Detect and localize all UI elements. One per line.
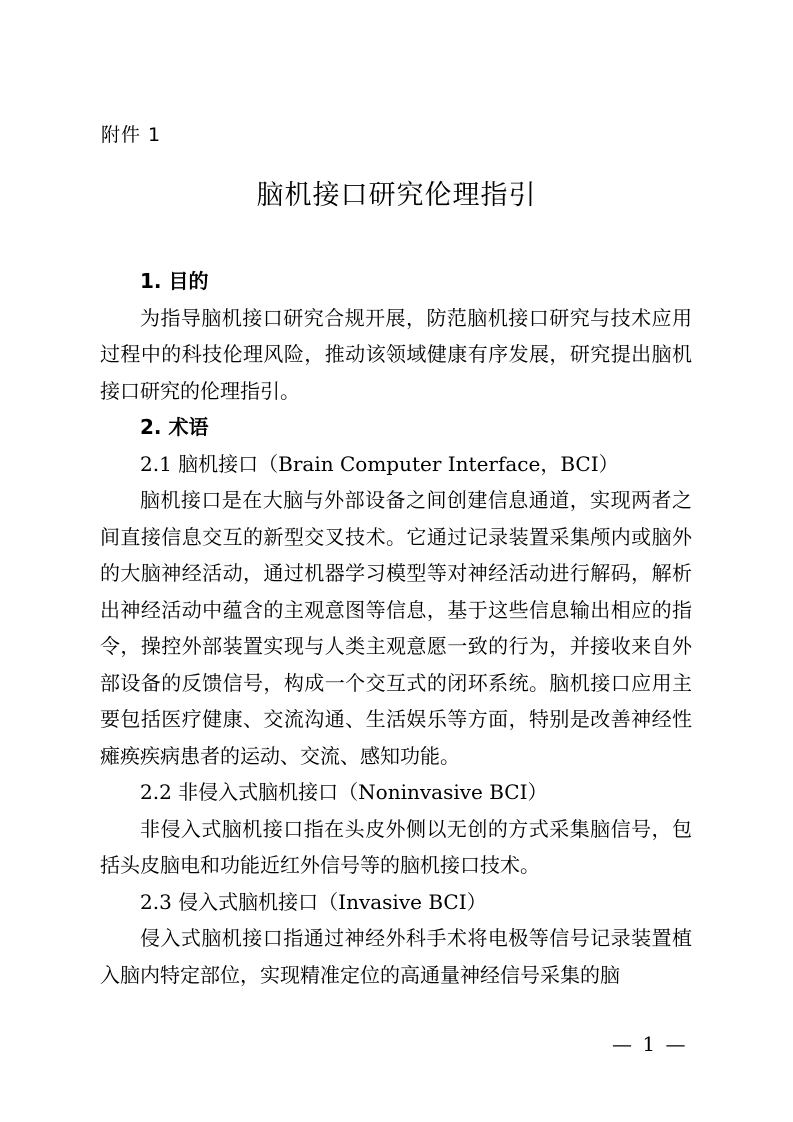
- paragraph-purpose: 为指导脑机接口研究合规开展，防范脑机接口研究与技术应用过程中的科技伦理风险，推动该领域健康有序发展，研究提出脑机接口研究的伦理指引。: [100, 305, 692, 403]
- paragraph-noninvasive-bci-definition: 非侵入式脑机接口指在头皮外侧以无创的方式采集脑信号，包括头皮脑电和功能近红外信号等的脑机接口技术。: [100, 816, 692, 877]
- paragraph-bci-definition: 脑机接口是在大脑与外部设备之间创建信息通道，实现两者之间直接信息交互的新型交叉技术。它通过记录装置采集颅内或脑外的大脑神经活动，通过机器学习模型等对神经活动进行解码，解析出神经活动中蕴含的主观意图等信息，基于这些信息输出相应的指令，操控外部装置实现与人类主观意愿一致的行为，并接收来自外部设备的反馈信号，构成一个交互式的闭环系统。脑机接口应用主要包括医疗健康、交流沟通、生活娱乐等方面，特别是改善神经性瘫痪疾病患者的运动、交流、感知功能。: [100, 488, 692, 768]
- subsection-heading-invasive-bci: 2.3 侵入式脑机接口（Invasive BCI）: [140, 889, 487, 914]
- section-heading-purpose: 1. 目的: [140, 269, 209, 293]
- attachment-label: 附件 1: [101, 124, 162, 146]
- document-title: 脑机接口研究伦理指引: [256, 180, 537, 211]
- page-number: — 1 —: [612, 1032, 688, 1056]
- document-body: [100, 263, 692, 993]
- subsection-heading-bci: 2.1 脑机接口（Brain Computer Interface，BCI）: [140, 451, 619, 476]
- subsection-heading-noninvasive-bci: 2.2 非侵入式脑机接口（Noninvasive BCI）: [140, 780, 548, 804]
- section-heading-terms: 2. 术语: [140, 415, 209, 439]
- paragraph-invasive-bci-definition: 侵入式脑机接口指通过神经外科手术将电极等信号记录装置植入脑内特定部位，实现精准定位的高通量神经信号采集的脑: [100, 926, 692, 987]
